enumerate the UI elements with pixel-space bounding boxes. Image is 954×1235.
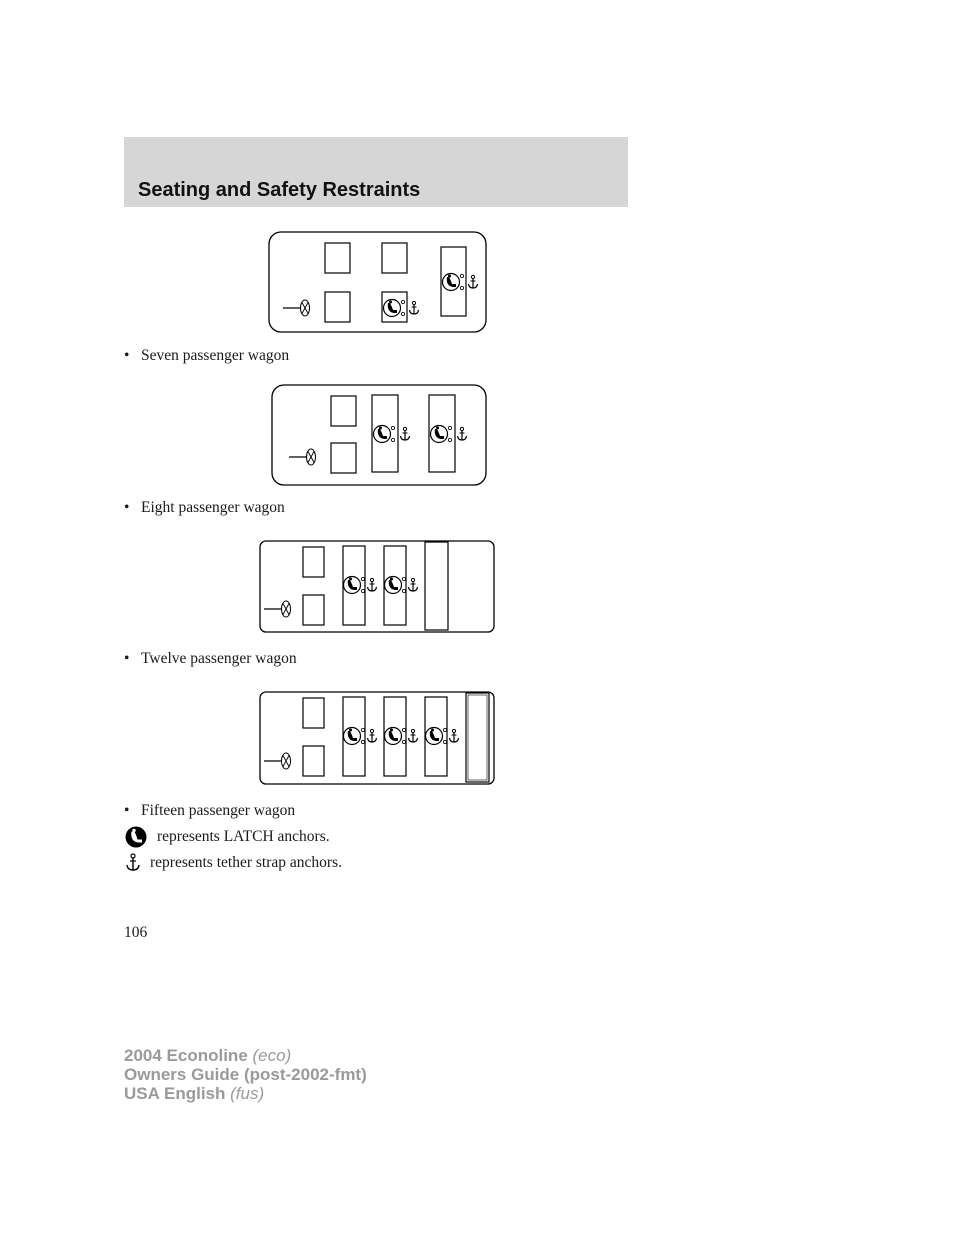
document-footer: [124, 1046, 367, 1103]
bullet: •: [124, 499, 130, 516]
caption-seven-passenger: [124, 347, 289, 365]
vehicle-outline: [260, 692, 494, 784]
seat: [331, 396, 356, 426]
latch-anchor-icon: [124, 825, 148, 849]
seat: [331, 443, 356, 473]
seating-diagram-fifteen-passenger: [259, 691, 496, 786]
legend-tether-text: represents tether strap anchors.: [150, 854, 342, 871]
legend-latch: [124, 825, 330, 849]
seating-diagram-eight-passenger: [271, 384, 488, 487]
page-number: 106: [124, 924, 148, 941]
seat: [303, 698, 324, 728]
bullet: •: [124, 802, 130, 819]
seat: [303, 595, 324, 625]
legend-tether: [124, 853, 342, 873]
seating-diagram-seven-passenger: [268, 231, 488, 334]
legend-latch-text: represents LATCH anchors.: [157, 828, 330, 845]
seat: [303, 746, 324, 776]
tether-anchor-icon: [124, 853, 142, 873]
footer-model: 2004 Econoline: [124, 1046, 248, 1065]
seat: [325, 243, 350, 273]
rear-bench-seat: [466, 693, 489, 782]
footer-language: USA English: [124, 1084, 226, 1103]
caption-text: Eight passenger wagon: [141, 499, 285, 516]
caption-text: Seven passenger wagon: [141, 347, 290, 364]
footer-line-2: [124, 1065, 367, 1084]
caption-text: Twelve passenger wagon: [141, 650, 297, 667]
seat: [382, 243, 407, 273]
bullet: •: [124, 347, 130, 364]
caption-text: Fifteen passenger wagon: [141, 802, 296, 819]
footer-guide: Owners Guide (post-2002-fmt): [124, 1065, 367, 1084]
footer-model-code: (eco): [252, 1046, 292, 1065]
seating-diagram-twelve-passenger: [259, 540, 496, 634]
caption-fifteen-passenger: [124, 802, 295, 820]
rear-bench-seat: [425, 542, 448, 630]
seat: [325, 292, 350, 322]
section-title: Seating and Safety Restraints: [138, 179, 421, 201]
footer-line-3: [124, 1084, 367, 1103]
caption-eight-passenger: [124, 499, 285, 517]
section-header-band: [124, 137, 628, 207]
seat: [303, 547, 324, 577]
caption-twelve-passenger: [124, 650, 297, 668]
footer-language-code: (fus): [230, 1084, 265, 1103]
bullet: •: [124, 650, 130, 667]
vehicle-outline: [260, 541, 494, 632]
footer-line-1: [124, 1046, 367, 1065]
